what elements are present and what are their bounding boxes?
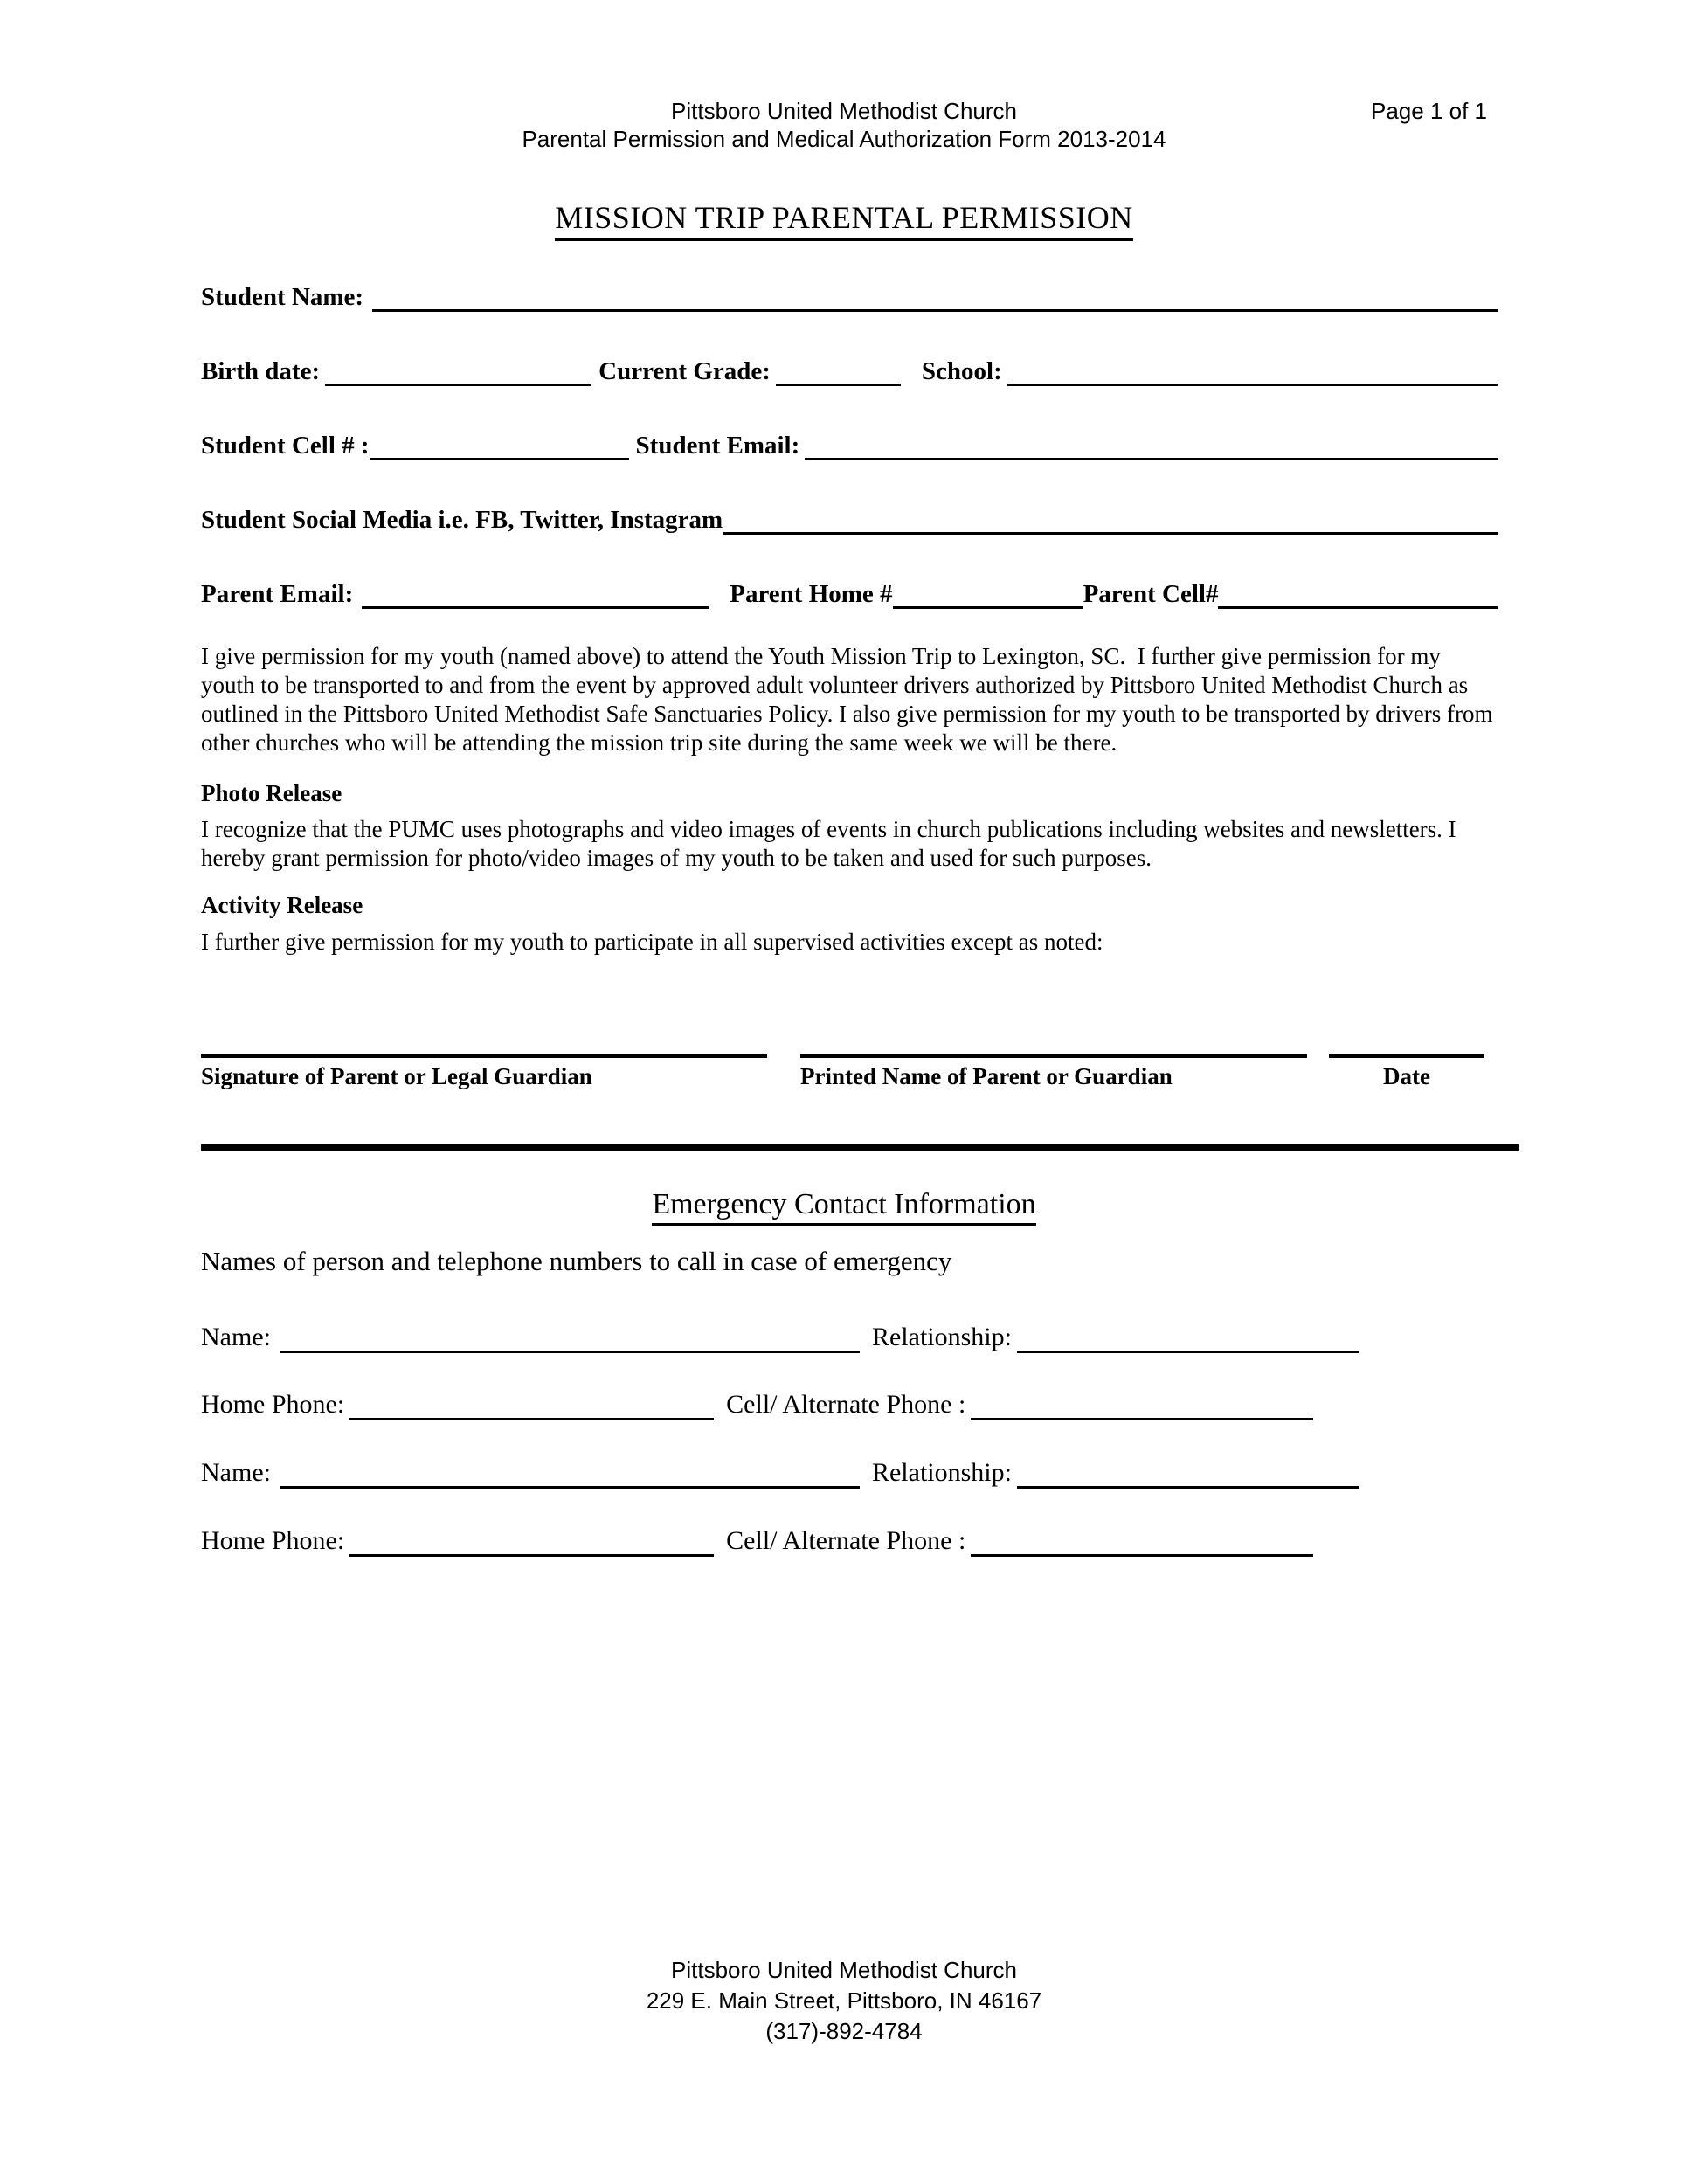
header-form-name: Parental Permission and Medical Authorization Form 2013-2014 [522, 126, 1166, 152]
document-title: MISSION TRIP PARENTAL PERMISSION [555, 199, 1133, 241]
activity-release-heading: Activity Release [201, 892, 363, 918]
birth-grade-school-row [201, 356, 1498, 387]
photo-release-body: I recognize that the PUMC uses photographs and video images of events in church publications including websites and newsletters. I hereby grant permission for photo/video images of my youth to be taken and used for such purposes. [201, 816, 1463, 871]
birth-date-blank-line [325, 384, 591, 386]
footer-phone: (317)-892-4784 [765, 2018, 923, 2044]
social-media-row [201, 504, 1498, 536]
contact2-cell-label: Cell/ Alternate Phone : [726, 1526, 966, 1555]
social-media-label: Student Social Media i.e. FB, Twitter, Instagram [201, 506, 723, 534]
student-email-blank-line [805, 458, 1498, 460]
contact2-name-blank-line [280, 1486, 860, 1489]
parent-cell-label: Parent Cell# [1083, 580, 1219, 608]
student-cell-blank-line [370, 458, 629, 460]
parent-home-label: Parent Home # [730, 580, 893, 608]
parent-home-blank-line [893, 606, 1083, 609]
contact1-name-label: Name: [201, 1323, 271, 1351]
parent-cell-blank-line [1218, 606, 1498, 609]
signature-block [201, 1054, 1494, 1090]
contact2-name-label: Name: [201, 1458, 271, 1487]
student-email-label: Student Email: [635, 432, 800, 460]
current-grade-blank-line [776, 384, 901, 386]
contact1-relationship-label: Relationship: [871, 1323, 1012, 1351]
social-media-blank-line [723, 532, 1498, 535]
contact2-home-phone-blank-line [349, 1554, 714, 1557]
school-blank-line [1007, 384, 1498, 386]
emergency-heading: Emergency Contact Information [652, 1188, 1035, 1226]
photo-release-heading: Photo Release [201, 780, 342, 806]
contact1-home-phone-label: Home Phone: [201, 1390, 345, 1419]
printed-name-line-label: Printed Name of Parent or Guardian [800, 1054, 1307, 1090]
emergency-heading-row [0, 1188, 1688, 1226]
contact2-relationship-blank-line [1017, 1486, 1359, 1489]
document-title-row [0, 199, 1688, 241]
page-indicator: Page 1 of 1 [1371, 98, 1487, 124]
contact1-home-phone-blank-line [349, 1418, 714, 1420]
section-divider [201, 1144, 1519, 1151]
footer [0, 1955, 1688, 2047]
contact2-name-row [201, 1456, 1498, 1489]
contact1-name-row [201, 1321, 1498, 1354]
birth-date-label: Birth date: [201, 357, 321, 385]
contact1-relationship-blank-line [1017, 1351, 1359, 1353]
parent-email-label: Parent Email: [201, 580, 354, 608]
student-cell-email-row [201, 430, 1498, 461]
contact1-cell-label: Cell/ Alternate Phone : [726, 1390, 966, 1419]
student-name-blank-line [372, 309, 1498, 312]
signature-line-label: Signature of Parent or Legal Guardian [201, 1054, 767, 1090]
footer-church-name: Pittsboro United Methodist Church [671, 1957, 1017, 1983]
contact1-cell-blank-line [971, 1418, 1313, 1420]
footer-address: 229 E. Main Street, Pittsboro, IN 46167 [646, 1987, 1042, 2014]
date-line-label: Date [1329, 1054, 1484, 1090]
activity-release-body: I further give permission for my youth to participate in all supervised activities except as noted: [201, 929, 1103, 955]
permission-paragraph: I give permission for my youth (named above) to attend the Youth Mission Trip to Lexington, SC. I further give permission for my youth to be transported to and from the event by approved adult volunteer drivers authorized by Pittsboro United Methodist Church as outlined in the Pittsboro United Methodist Safe Sanctuaries Policy. I also give permission for my youth to be transported by drivers from other churches who will be attending the mission trip site during the same week we will be there. [201, 643, 1499, 756]
current-grade-label: Current Grade: [598, 357, 771, 385]
contact2-home-phone-label: Home Phone: [201, 1526, 345, 1555]
emergency-subheading: Names of person and telephone numbers to call in case of emergency [201, 1246, 952, 1276]
contact1-phone-row [201, 1388, 1498, 1421]
contact1-name-blank-line [280, 1351, 860, 1353]
parent-contact-row [201, 578, 1498, 610]
student-name-label: Student Name: [201, 283, 364, 311]
student-name-row [201, 281, 1498, 313]
contact2-relationship-label: Relationship: [871, 1458, 1012, 1487]
school-label: School: [921, 357, 1002, 385]
contact2-phone-row [201, 1524, 1498, 1558]
student-cell-label: Student Cell # : [201, 432, 370, 460]
parent-email-blank-line [362, 606, 709, 609]
contact2-cell-blank-line [971, 1554, 1313, 1557]
header-church-name: Pittsboro United Methodist Church [671, 98, 1017, 124]
